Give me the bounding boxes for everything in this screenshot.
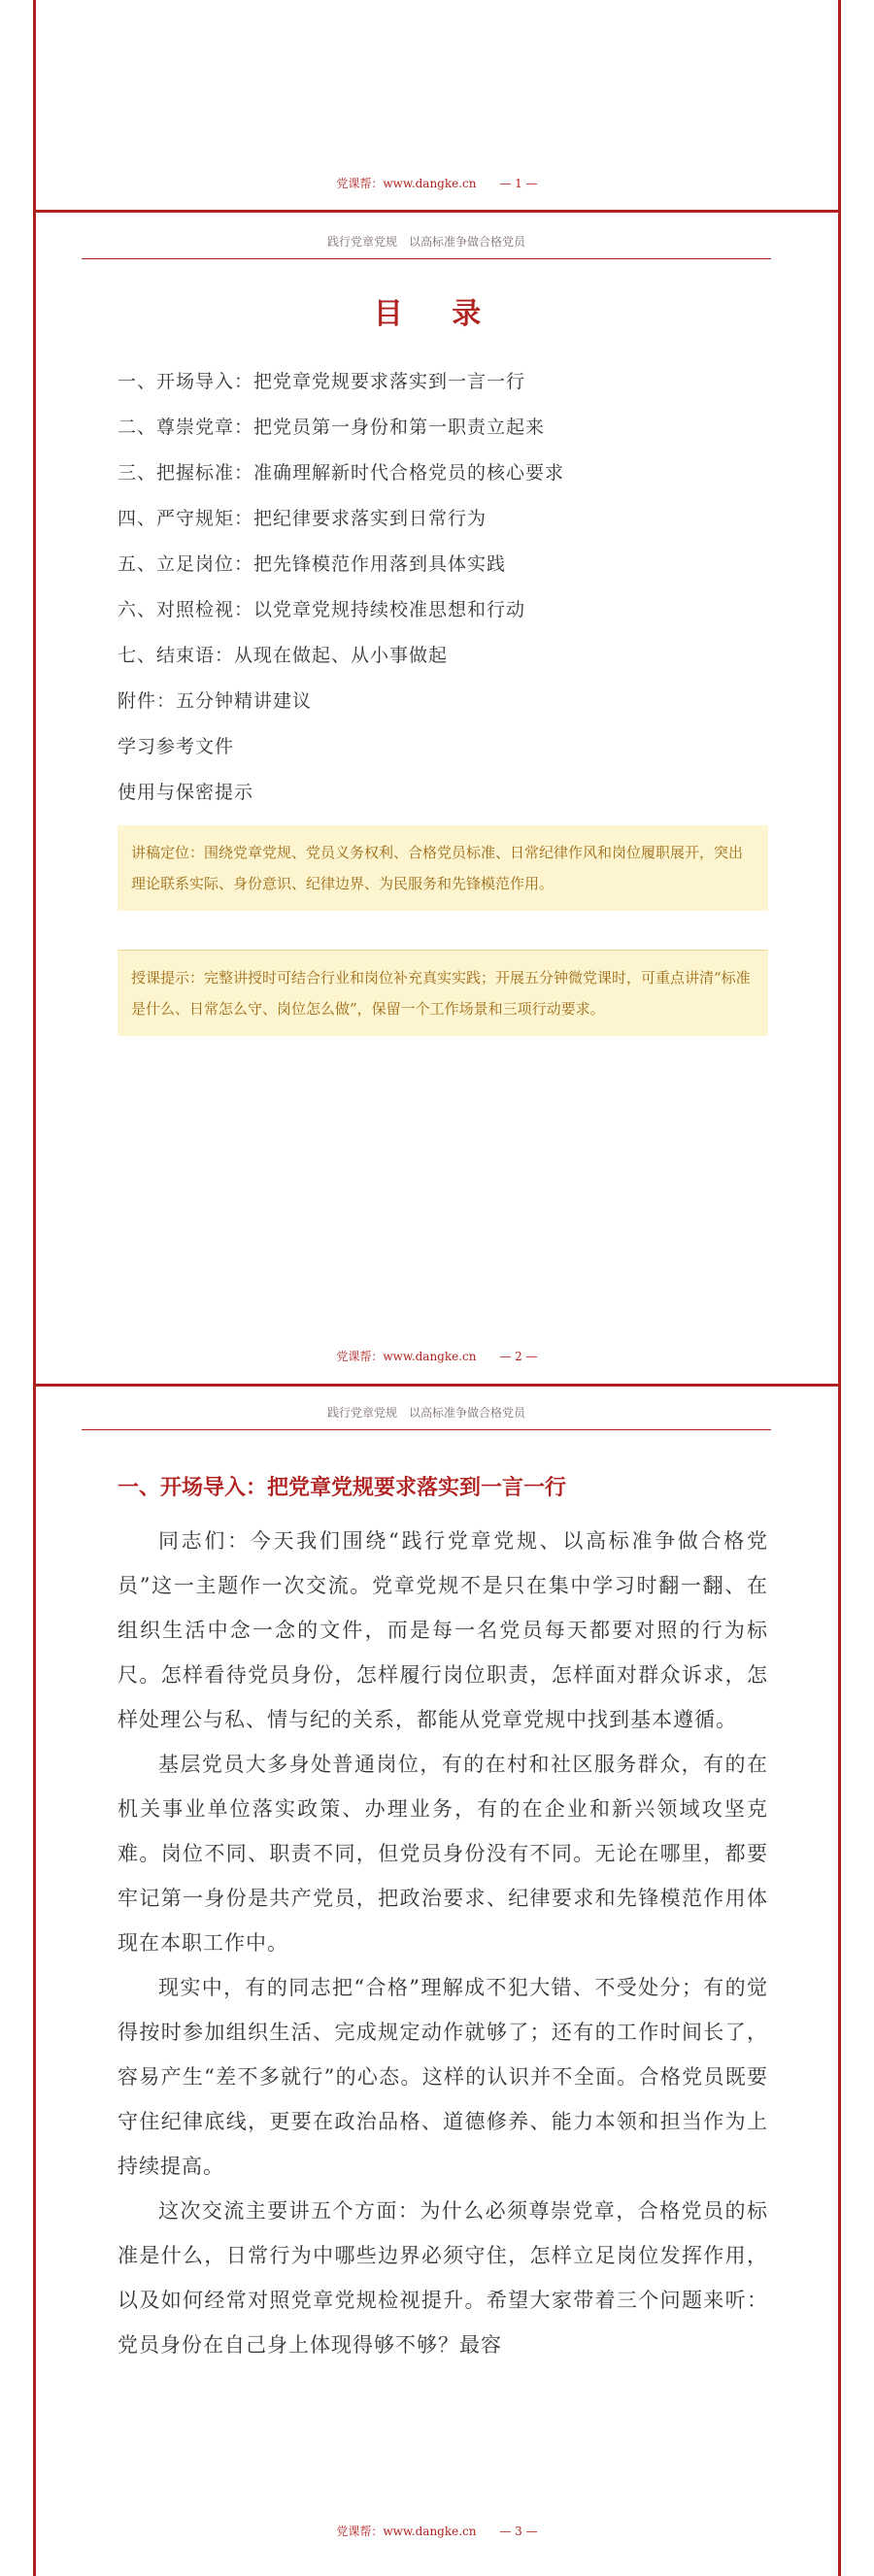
section-title: 一、开场导入：把党章党规要求落实到一言一行 bbox=[118, 1476, 567, 1500]
page-number: — 2 — bbox=[499, 1350, 538, 1363]
toc-item[interactable]: 三、把握标准：准确理解新时代合格党员的核心要求 bbox=[118, 462, 565, 484]
paragraph: 这次交流主要讲五个方面：为什么必须尊崇党章，合格党员的标准是什么，日常行为中哪些边界必须守住，怎样立足岗位发挥作用，以及如何经常对照党章党规检视提升。希望大家带着三个问题来听：党员身份在自己身上体现得够不够？最容 bbox=[118, 2199, 768, 2357]
toc-item[interactable]: 六、对照检视：以党章党规持续校准思想和行动 bbox=[118, 599, 526, 620]
toc-title: 目 录 bbox=[373, 297, 501, 331]
toc-item[interactable]: 学习参考文件 bbox=[118, 736, 235, 757]
page-number: — 1 — bbox=[499, 177, 538, 190]
page-footer-2 bbox=[0, 1348, 874, 1364]
toc-item[interactable]: 七、结束语：从现在做起、从小事做起 bbox=[118, 645, 449, 666]
footer-site: 党课帮：www.dangke.cn bbox=[336, 1350, 477, 1363]
page-footer-1 bbox=[0, 175, 874, 191]
note-teaching-tip: 授课提示：完整讲授时可结合行业和岗位补充真实实践；开展五分钟微党课时，可重点讲清“标准是什么、日常怎么守、岗位怎么做”，保留一个工作场景和三项行动要求。 bbox=[118, 950, 768, 1036]
toc-item[interactable]: 二、尊崇党章：把党员第一身份和第一职责立起来 bbox=[118, 417, 546, 438]
paragraph: 同志们：今天我们围绕“践行党章党规、以高标准争做合格党员”这一主题作一次交流。党章党规不是只在集中学习时翻一翻、在组织生活中念一念的文件，而是每一名党员每天都要对照的行为标尺。怎样看待党员身份，怎样履行岗位职责，怎样面对群众诉求，怎样处理公与私、情与纪的关系，都能从党章党规中找到基本遵循。 bbox=[118, 1529, 768, 1731]
running-header: 践行党章党规 以高标准争做合格党员 bbox=[82, 233, 771, 259]
toc-item[interactable]: 附件：五分钟精讲建议 bbox=[118, 690, 313, 712]
footer-site: 党课帮：www.dangke.cn bbox=[336, 2525, 477, 2538]
page-footer-3 bbox=[0, 2523, 874, 2539]
page-number: — 3 — bbox=[499, 2525, 538, 2538]
footer-site: 党课帮：www.dangke.cn bbox=[336, 177, 477, 190]
running-header: 践行党章党规 以高标准争做合格党员 bbox=[82, 1404, 771, 1430]
section-body bbox=[118, 1519, 768, 2367]
toc-item[interactable]: 五、立足岗位：把先锋模范作用落到具体实践 bbox=[118, 553, 507, 575]
toc-item[interactable]: 一、开场导入：把党章党规要求落实到一言一行 bbox=[118, 371, 526, 392]
paragraph: 基层党员大多身处普通岗位，有的在村和社区服务群众，有的在机关事业单位落实政策、办理业务，有的在企业和新兴领域攻坚克难。岗位不同、职责不同，但党员身份没有不同。无论在哪里，都要牢记第一身份是共产党员，把政治要求、纪律要求和先锋模范作用体现在本职工作中。 bbox=[118, 1753, 768, 1955]
toc-list bbox=[118, 359, 778, 816]
paragraph: 现实中，有的同志把“合格”理解成不犯大错、不受处分；有的觉得按时参加组织生活、完成规定动作就够了；还有的工作时间长了，容易产生“差不多就行”的心态。这样的认识并不全面。合格党员既要守住纪律底线，更要在政治品格、道德修养、能力本领和担当作为上持续提高。 bbox=[118, 1976, 768, 2178]
note-positioning: 讲稿定位：围绕党章党规、党员义务权利、合格党员标准、日常纪律作风和岗位履职展开，突出理论联系实际、身份意识、纪律边界、为民服务和先锋模范作用。 bbox=[118, 825, 768, 911]
toc-item[interactable]: 四、严守规矩：把纪律要求落实到日常行为 bbox=[118, 508, 487, 529]
toc-item[interactable]: 使用与保密提示 bbox=[118, 782, 254, 803]
